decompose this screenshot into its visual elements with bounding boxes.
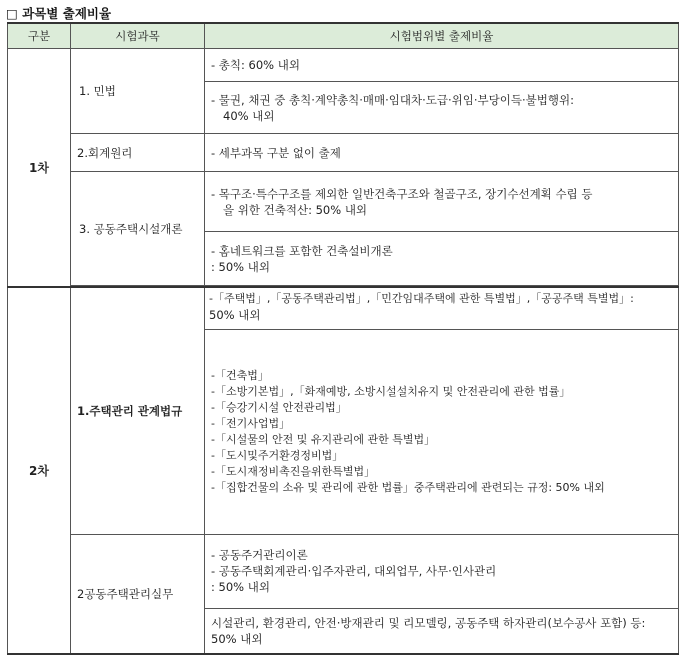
- header-row: [8, 23, 679, 49]
- ratio-line: -「승강기시설 안전관리법」: [211, 400, 347, 414]
- ratio-cell: [205, 608, 679, 654]
- phase-1-label: 1차: [8, 49, 71, 288]
- ratio-cell: [205, 329, 679, 534]
- header-category: 구분: [8, 23, 71, 49]
- ratio-line: : 50% 내외: [211, 259, 270, 274]
- subject-housing-practice: 2공동주택관리실무: [71, 534, 205, 654]
- ratio-line: 시설관리, 환경관리, 안전·방재관리 및 리모델링, 공동주택 하자관리(보수공사 포함) 등: 50% 내외: [211, 615, 646, 646]
- ratio-line: -「도시및주거환경정비법」: [211, 448, 344, 462]
- ratio-line: : 50% 내외: [211, 580, 270, 594]
- ratio-line: 50% 내외: [209, 308, 261, 322]
- ratio-line: -「도시재정비촉진을위한특별법」: [211, 464, 376, 478]
- ratio-line: -「건축법」: [211, 368, 269, 382]
- ratio-line: 을 위한 건축적산: 50% 내외: [223, 202, 368, 217]
- ratio-cell: [205, 134, 679, 172]
- ratio-line: - 공동주거관리이론: [211, 548, 308, 562]
- ratio-cell: [205, 232, 679, 286]
- subject-accounting: 2.회계원리: [71, 134, 205, 172]
- header-subject: 시험과목: [71, 23, 205, 49]
- table-row: [8, 172, 679, 232]
- ratio-line: 40% 내외: [223, 108, 275, 123]
- ratio-line: - 물권, 채권 중 총칙·계약총칙·매매·임대차·도급·위임·부당이득·불법행위:: [211, 92, 574, 107]
- ratio-cell: [205, 82, 679, 134]
- table-row: [8, 287, 679, 329]
- table-row: [8, 49, 679, 82]
- ratio-line: -「주택법」,「공동주택관리법」,「민간임대주택에 관한 특별법」,「공공주택 특별법」:: [209, 292, 634, 305]
- ratio-cell: [205, 287, 679, 329]
- page-title: □ 과목별 출제비율: [6, 6, 112, 21]
- ratio-line: - 홈네트워크를 포함한 건축설비개론: [211, 243, 393, 258]
- ratio-line: - 세부과목 구분 없이 출제: [211, 145, 341, 160]
- subject-housing-facilities: 3. 공동주택시설개론: [71, 172, 205, 286]
- phase-2-label: 2차: [8, 287, 71, 654]
- ratio-line: -「집합건물의 소유 및 관리에 관한 법률」중주택관리에 관련되는 규정: 50% 내외: [211, 480, 605, 494]
- subject-housing-law: 1.주택관리 관계법규: [71, 287, 205, 534]
- ratio-line: -「전기사업법」: [211, 416, 291, 430]
- table-row: [8, 134, 679, 172]
- ratio-line: -「시설물의 안전 및 유지관리에 관한 특별법」: [211, 432, 436, 446]
- subject-ratio-table: [7, 22, 679, 655]
- ratio-line: -「소방기본법」,「화재예방, 소방시설설치유지 및 안전관리에 관한 법률」: [211, 384, 571, 398]
- table-row: [8, 534, 679, 608]
- ratio-cell: [205, 172, 679, 232]
- ratio-line: - 공동주택회계관리·입주자관리, 대외업무, 사무·인사관리: [211, 564, 497, 578]
- ratio-cell: [205, 534, 679, 608]
- ratio-cell: [205, 49, 679, 82]
- ratio-line: - 총칙: 60% 내외: [211, 58, 300, 72]
- subject-civil-law: 1. 민법: [71, 49, 205, 134]
- header-ratio: 시험범위별 출제비율: [205, 23, 679, 49]
- ratio-line: - 목구조·특수구조를 제외한 일반건축구조와 철골구조, 장기수선계획 수립 등: [211, 186, 593, 201]
